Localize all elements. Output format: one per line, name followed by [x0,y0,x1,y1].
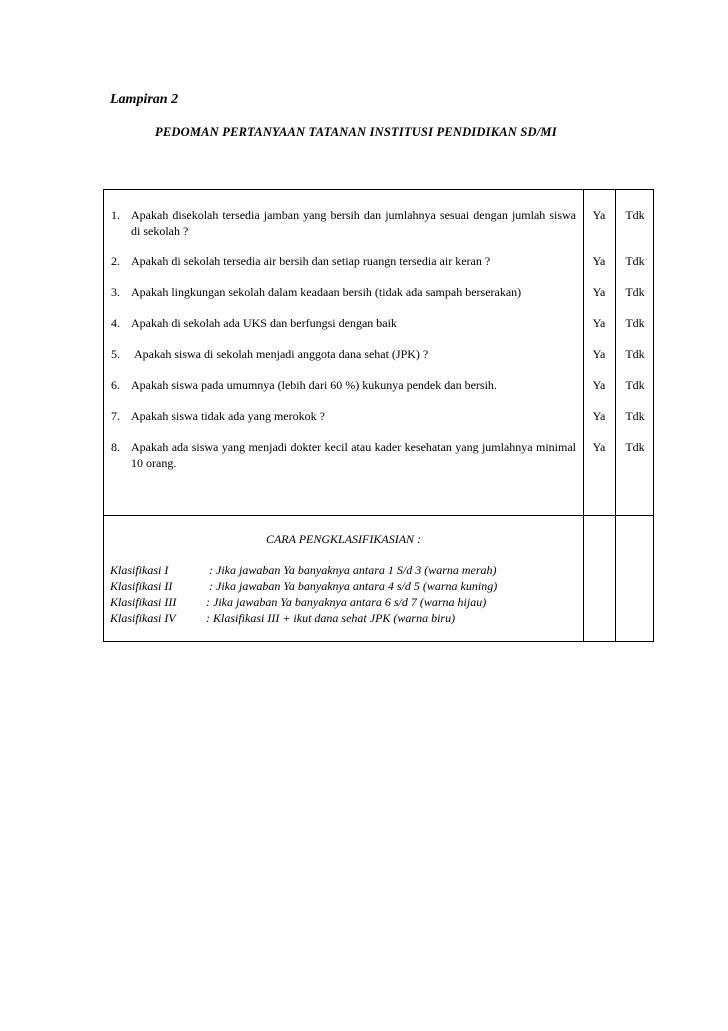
question-text: Apakah lingkungan sekolah dalam keadaan bersih (tidak ada sampah berserakan) [131,285,522,299]
classification-desc: : Jika jawaban Ya banyaknya antara 4 s/d 5 (warna kuning) [206,579,498,593]
question-number: 3. [111,285,120,299]
question-number: 8. [111,440,120,454]
lampiran-label: Lampiran 2 [110,92,179,107]
question-1 [111,207,576,239]
answer-tdk: Tdk [625,316,645,330]
classification-desc: : Jika jawaban Ya banyaknya antara 1 S/d 3 (warna merah) [206,563,497,577]
classification-item [110,594,486,610]
answer-ya: Ya [592,347,606,361]
classification-heading: CARA PENGKLASIFIKASIAN : [265,532,422,546]
answer-tdk: Tdk [625,409,645,423]
classification-item [110,562,497,578]
question-3 [111,284,576,300]
question-number: 2. [111,254,120,268]
question-text: Apakah ada siswa yang menjadi dokter kecil atau kader kesehatan yang jumlahnya minimal 10 orang. [131,440,576,470]
answer-tdk: Tdk [625,378,645,392]
answer-ya: Ya [592,208,606,222]
answer-tdk: Tdk [625,285,645,299]
question-number: 7. [111,409,120,423]
classification-desc: : Jika jawaban Ya banyaknya antara 6 s/d 7 (warna hijau) [206,595,487,609]
answer-ya: Ya [592,254,606,268]
classification-name: Klasifikasi II [110,579,173,593]
question-text: Apakah siswa pada umumnya (lebih dari 60 %) kukunya pendek dan bersih. [131,378,497,392]
answer-ya: Ya [592,378,606,392]
question-number: 6. [111,378,120,392]
question-text: Apakah di sekolah tersedia air bersih dan setiap ruangn tersedia air keran ? [131,254,491,268]
question-7 [111,408,576,424]
classification-name: Klasifikasi III [110,595,177,609]
question-text: Apakah siswa tidak ada yang merokok ? [131,409,325,423]
questionnaire-table [103,189,654,642]
question-text: Apakah siswa di sekolah menjadi anggota dana sehat (JPK) ? [134,347,429,361]
answer-tdk: Tdk [625,254,645,268]
question-text: Apakah di sekolah ada UKS dan berfungsi dengan baik [131,316,397,330]
document-title: PEDOMAN PERTANYAAN TATANAN INSTITUSI PENDIDIKAN SD/MI [155,125,557,139]
question-number: 5. [111,347,120,361]
question-number: 4. [111,316,120,330]
answer-ya: Ya [592,285,606,299]
answer-ya: Ya [592,409,606,423]
classification-item [110,610,455,626]
question-4 [111,315,576,331]
question-text: Apakah disekolah tersedia jamban yang bersih dan jumlahnya sesuai dengan jumlah siswa di sekolah ? [131,208,576,238]
question-5 [111,346,576,362]
answer-tdk: Tdk [625,440,645,454]
classification-desc: : Klasifikasi III + ikut dana sehat JPK (warna biru) [206,611,456,625]
classification-item [110,578,497,594]
question-8 [111,439,576,471]
answer-tdk: Tdk [625,208,645,222]
row-divider [104,515,653,516]
question-number: 1. [111,208,120,222]
answer-ya: Ya [592,316,606,330]
answer-tdk: Tdk [625,347,645,361]
question-2 [111,253,576,269]
question-6 [111,377,576,393]
classification-name: Klasifikasi I [110,563,169,577]
answer-ya: Ya [592,440,606,454]
classification-name: Klasifikasi IV [110,611,176,625]
